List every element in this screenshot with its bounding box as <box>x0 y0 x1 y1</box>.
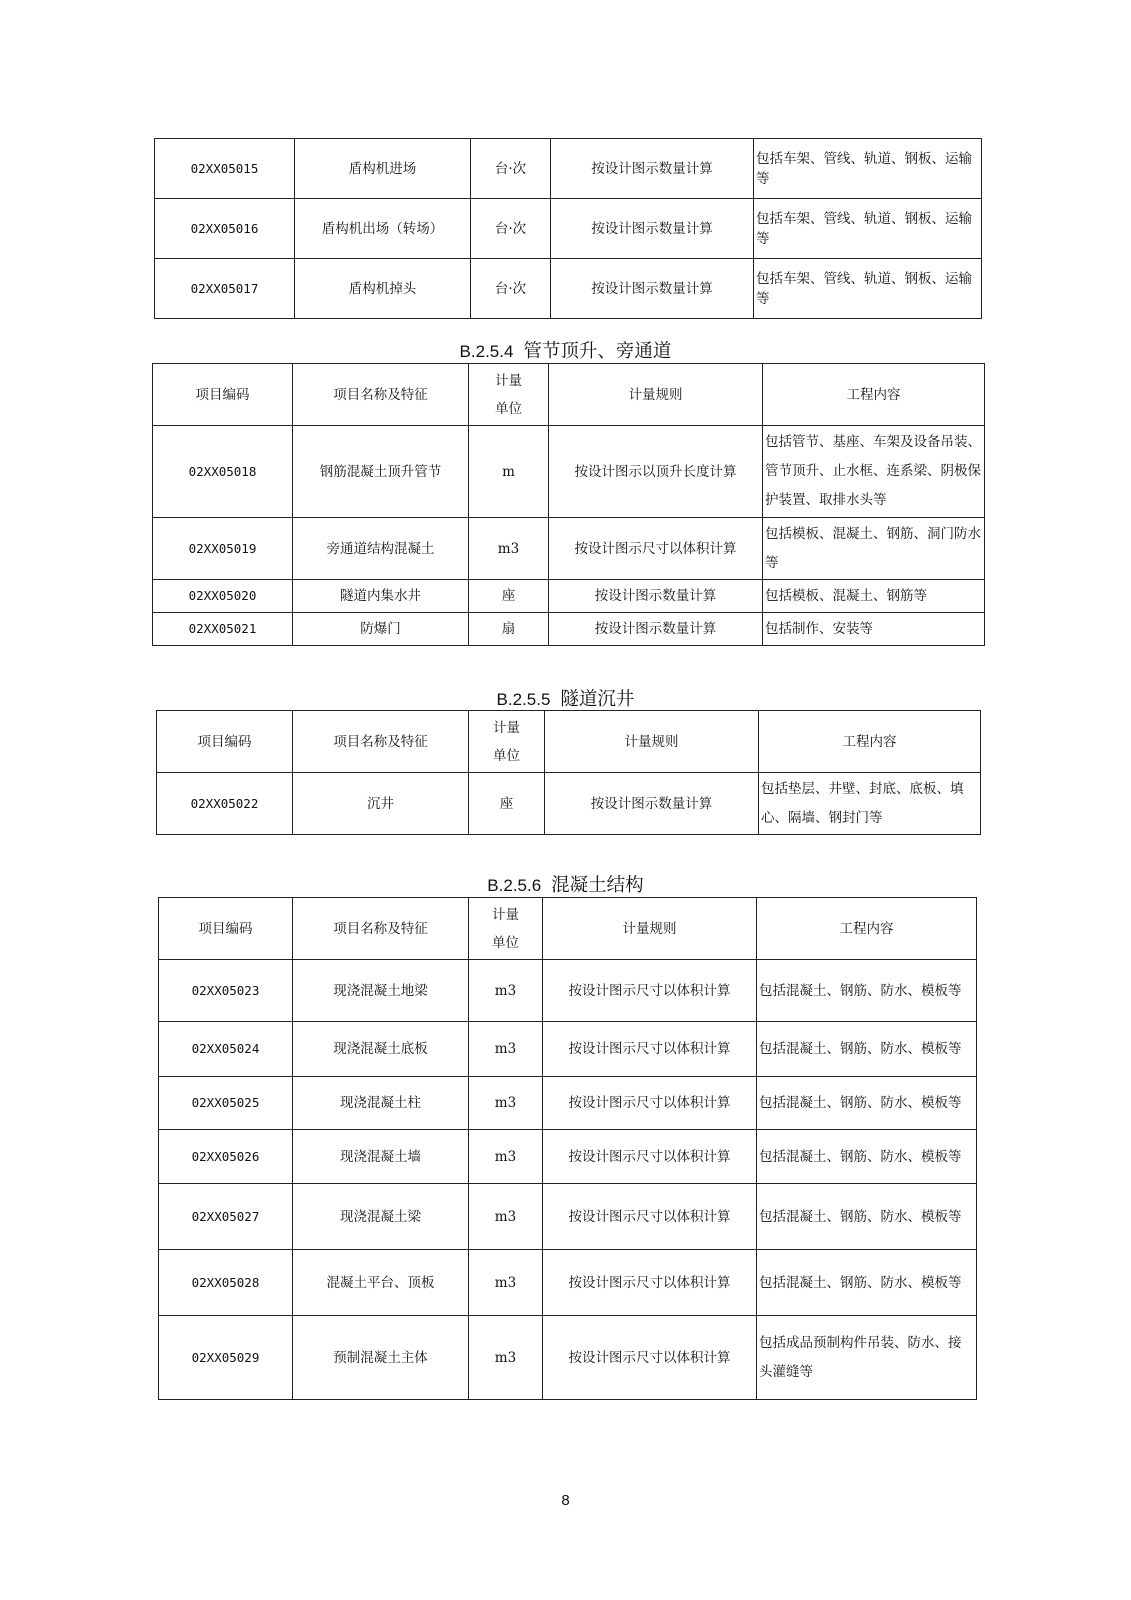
header-unit: 计量 单位 <box>469 364 549 426</box>
item-name: 预制混凝土主体 <box>293 1316 469 1400</box>
table-row <box>153 580 985 613</box>
item-content: 包括模板、混凝土、钢筋、洞门防水等 <box>763 518 985 580</box>
table-row <box>159 1316 977 1400</box>
header-name: 项目名称及特征 <box>293 711 469 773</box>
item-content: 包括混凝土、钢筋、防水、模板等 <box>757 1077 977 1130</box>
section-title-256 <box>0 871 1131 897</box>
table-row <box>157 773 981 835</box>
table-row <box>159 1184 977 1250</box>
table-row <box>159 1022 977 1077</box>
item-code: 02XX05020 <box>153 580 293 613</box>
item-rule: 按设计图示尺寸以体积计算 <box>543 1130 757 1184</box>
item-code: 02XX05024 <box>159 1022 293 1077</box>
table-pipe-jacking <box>152 363 985 646</box>
item-content: 包括车架、管线、轨道、钢板、运输等 <box>754 139 982 199</box>
item-code: 02XX05022 <box>157 773 293 835</box>
item-content: 包括模板、混凝土、钢筋等 <box>763 580 985 613</box>
item-rule: 按设计图示数量计算 <box>549 580 763 613</box>
item-content: 包括垫层、井壁、封底、底板、填心、隔墙、钢封门等 <box>759 773 981 835</box>
item-unit: m3 <box>469 1022 543 1077</box>
item-name: 现浇混凝土地梁 <box>293 960 469 1022</box>
item-name: 现浇混凝土底板 <box>293 1022 469 1077</box>
table-row <box>159 1077 977 1130</box>
item-name: 现浇混凝土柱 <box>293 1077 469 1130</box>
item-rule: 按设计图示以顶升长度计算 <box>549 426 763 518</box>
item-content: 包括制作、安装等 <box>763 613 985 646</box>
table-header-row <box>153 364 985 426</box>
table-row <box>155 259 982 319</box>
item-content: 包括车架、管线、轨道、钢板、运输等 <box>754 199 982 259</box>
table-row <box>155 139 982 199</box>
table-row <box>159 1130 977 1184</box>
item-name: 盾构机出场（转场） <box>295 199 471 259</box>
item-content: 包括混凝土、钢筋、防水、模板等 <box>757 1184 977 1250</box>
section-title-text: 隧道沉井 <box>560 688 635 709</box>
header-name: 项目名称及特征 <box>293 898 469 960</box>
table-row <box>153 613 985 646</box>
item-unit: m3 <box>469 1250 543 1316</box>
item-content: 包括车架、管线、轨道、钢板、运输等 <box>754 259 982 319</box>
item-code: 02XX05019 <box>153 518 293 580</box>
item-unit: m3 <box>469 1316 543 1400</box>
table-header-row <box>157 711 981 773</box>
section-title-255 <box>0 685 1131 711</box>
table-row <box>155 199 982 259</box>
table-header-row <box>159 898 977 960</box>
table-row <box>153 426 985 518</box>
item-name: 隧道内集水井 <box>293 580 469 613</box>
item-content: 包括混凝土、钢筋、防水、模板等 <box>757 960 977 1022</box>
item-rule: 按设计图示尺寸以体积计算 <box>543 1316 757 1400</box>
header-code: 项目编码 <box>159 898 293 960</box>
item-code: 02XX05018 <box>153 426 293 518</box>
item-code: 02XX05015 <box>155 139 295 199</box>
item-content: 包括成品预制构件吊装、防水、接头灌缝等 <box>757 1316 977 1400</box>
section-number: B.2.5.6 <box>487 876 542 895</box>
item-unit: 扇 <box>469 613 549 646</box>
item-unit: m3 <box>469 960 543 1022</box>
item-content: 包括混凝土、钢筋、防水、模板等 <box>757 1250 977 1316</box>
item-rule: 按设计图示尺寸以体积计算 <box>543 1077 757 1130</box>
item-unit: 台·次 <box>471 199 551 259</box>
section-number: B.2.5.4 <box>459 342 514 361</box>
table-concrete-structure <box>158 897 977 1400</box>
item-unit: m3 <box>469 1130 543 1184</box>
item-rule: 按设计图示数量计算 <box>551 139 754 199</box>
item-unit: 台·次 <box>471 139 551 199</box>
item-content: 包括混凝土、钢筋、防水、模板等 <box>757 1130 977 1184</box>
section-title-254 <box>0 337 1131 363</box>
item-unit: m3 <box>469 1077 543 1130</box>
table-row <box>159 1250 977 1316</box>
item-code: 02XX05027 <box>159 1184 293 1250</box>
item-name: 现浇混凝土梁 <box>293 1184 469 1250</box>
item-rule: 按设计图示尺寸以体积计算 <box>543 1022 757 1077</box>
header-unit: 计量 单位 <box>469 898 543 960</box>
item-unit: 座 <box>469 773 545 835</box>
header-content: 工程内容 <box>757 898 977 960</box>
item-rule: 按设计图示数量计算 <box>551 259 754 319</box>
item-name: 混凝土平台、顶板 <box>293 1250 469 1316</box>
item-code: 02XX05023 <box>159 960 293 1022</box>
item-name: 盾构机进场 <box>295 139 471 199</box>
item-unit: 台·次 <box>471 259 551 319</box>
item-name: 钢筋混凝土顶升管节 <box>293 426 469 518</box>
header-content: 工程内容 <box>759 711 981 773</box>
item-code: 02XX05016 <box>155 199 295 259</box>
item-code: 02XX05025 <box>159 1077 293 1130</box>
header-name: 项目名称及特征 <box>293 364 469 426</box>
item-code: 02XX05017 <box>155 259 295 319</box>
item-code: 02XX05028 <box>159 1250 293 1316</box>
table-shield-machine <box>154 138 982 319</box>
section-number: B.2.5.5 <box>496 690 551 709</box>
page-number: 8 <box>561 1492 570 1509</box>
table-row <box>153 518 985 580</box>
header-code: 项目编码 <box>157 711 293 773</box>
item-code: 02XX05029 <box>159 1316 293 1400</box>
header-rule: 计量规则 <box>543 898 757 960</box>
table-caisson <box>156 710 981 835</box>
item-code: 02XX05026 <box>159 1130 293 1184</box>
section-title-text: 管节顶升、旁通道 <box>523 340 672 361</box>
item-rule: 按设计图示数量计算 <box>545 773 759 835</box>
item-unit: m <box>469 426 549 518</box>
item-rule: 按设计图示尺寸以体积计算 <box>543 1184 757 1250</box>
item-name: 盾构机掉头 <box>295 259 471 319</box>
header-rule: 计量规则 <box>545 711 759 773</box>
item-content: 包括管节、基座、车架及设备吊装、管节顶升、止水框、连系梁、阴极保护装置、取排水头等 <box>763 426 985 518</box>
item-unit: m3 <box>469 518 549 580</box>
item-code: 02XX05021 <box>153 613 293 646</box>
section-title-text: 混凝土结构 <box>551 874 644 895</box>
item-unit: 座 <box>469 580 549 613</box>
item-name: 现浇混凝土墙 <box>293 1130 469 1184</box>
item-name: 沉井 <box>293 773 469 835</box>
item-rule: 按设计图示尺寸以体积计算 <box>543 1250 757 1316</box>
item-rule: 按设计图示尺寸以体积计算 <box>549 518 763 580</box>
item-rule: 按设计图示尺寸以体积计算 <box>543 960 757 1022</box>
header-unit: 计量 单位 <box>469 711 545 773</box>
item-content: 包括混凝土、钢筋、防水、模板等 <box>757 1022 977 1077</box>
header-rule: 计量规则 <box>549 364 763 426</box>
item-name: 旁通道结构混凝土 <box>293 518 469 580</box>
table-row <box>159 960 977 1022</box>
header-content: 工程内容 <box>763 364 985 426</box>
item-name: 防爆门 <box>293 613 469 646</box>
item-rule: 按设计图示数量计算 <box>551 199 754 259</box>
item-rule: 按设计图示数量计算 <box>549 613 763 646</box>
header-code: 项目编码 <box>153 364 293 426</box>
item-unit: m3 <box>469 1184 543 1250</box>
